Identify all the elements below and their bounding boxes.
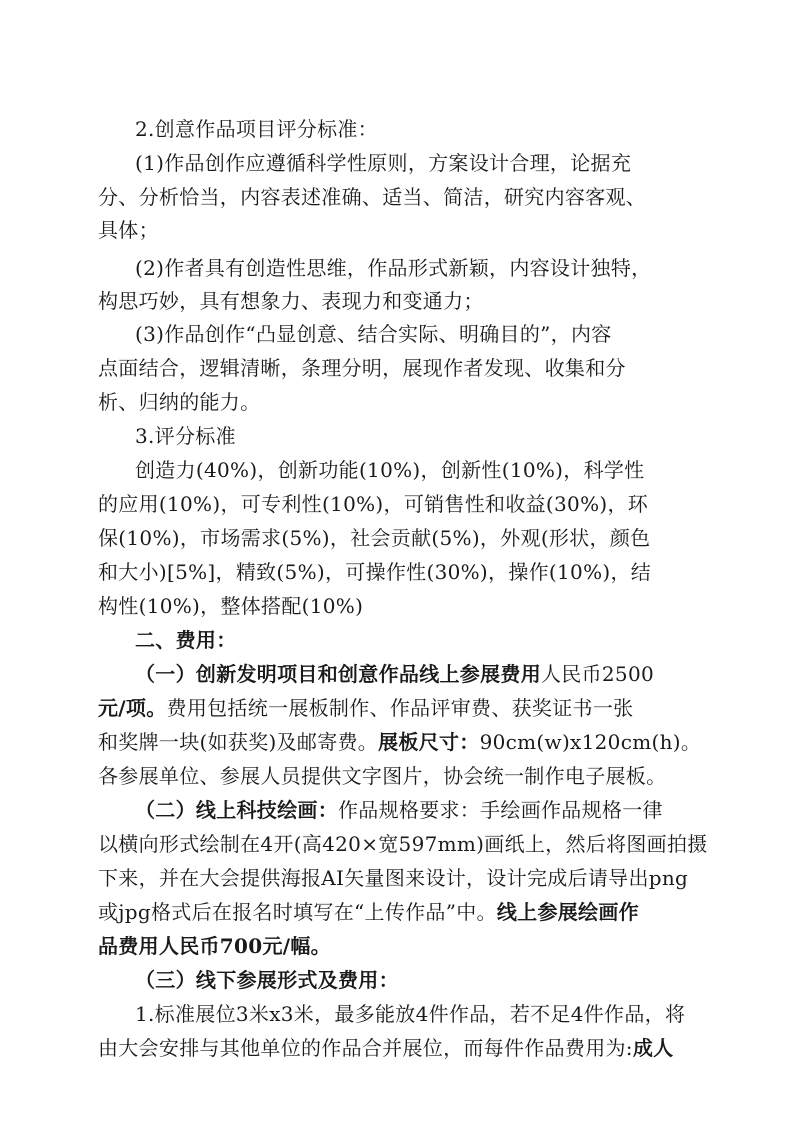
section-heading-offline: （三）线下参展形式及费用：: [135, 968, 399, 992]
section-heading-fees: 二、费用：: [135, 628, 237, 652]
fees-item-2-line: 下来，并在大会提供海报AI矢量图来设计，设计完成后请导出png: [98, 866, 689, 890]
criteria-item-3-line: (3)作品创作“凸显创意、结合实际、明确目的”，内容: [135, 322, 612, 346]
fees-item-2-line: 以横向形式绘制在4开(高420×宽597mm)画纸上，然后将图画拍摄: [98, 832, 708, 856]
fees-item-1-line: 各参展单位、参展人员提供文字图片，协会统一制作电子展板。: [98, 764, 667, 788]
criteria-item-3-line: 点面结合，逻辑清晰，条理分明，展现作者发现、收集和分: [98, 356, 626, 380]
criteria-item-1-line: (1)作品创作应遵循科学性原则，方案设计合理，论据充: [135, 151, 632, 175]
criteria-item-2-line: 构思巧妙，具有想象力、表现力和变通力；: [98, 289, 484, 313]
scoring-paragraph-line: 创造力(40%)，创新功能(10%)，创新性(10%)，科学性: [135, 458, 645, 482]
fees-item-1-line: 元/项。费用包括统一展板制作、作品评审费、获奖证书一张: [98, 696, 634, 720]
offline-paragraph-line: 由大会安排与其他单位的作品合并展位，而每件作品费用为:成人: [98, 1036, 674, 1060]
fees-item-1-amount: 人民币2500: [541, 662, 654, 686]
criteria-item-3-line: 析、归纳的能力。: [98, 390, 261, 414]
scoring-paragraph-line: 保(10%)，市场需求(5%)，社会贡献(5%)，外观(形状，颜色: [98, 526, 651, 550]
fees-item-2-line: 品费用人民币700元/幅。: [98, 934, 331, 958]
board-size-value: 90cm(w)x120cm(h)。: [479, 730, 702, 754]
scoring-paragraph-line: 和大小)[5%]，精致(5%)，可操作性(30%)，操作(10%)，结: [98, 560, 652, 584]
fees-item-2-line: 或jpg格式后在报名时填写在“上传作品”中。线上参展绘画作: [98, 900, 639, 924]
board-size-label: 展板尺寸：: [378, 730, 480, 754]
fees-item-1-bold: （一）创新发明项目和创意作品线上参展费用: [135, 662, 541, 686]
criteria-item-1-line: 具体；: [98, 218, 159, 242]
fees-item-2-line: （二）线上科技绘画：作品规格要求：手绘画作品规格一律: [135, 798, 663, 822]
fees-item-2-bold: （二）线上科技绘画：: [135, 798, 338, 822]
criteria-item-2-line: (2)作者具有创造性思维，作品形式新颖，内容设计独特，: [135, 256, 652, 280]
scoring-paragraph-line: 构性(10%)，整体搭配(10%): [98, 594, 364, 618]
fees-item-1-line: [135, 662, 654, 686]
scoring-paragraph-line: 的应用(10%)，可专利性(10%)，可销售性和收益(30%)，环: [98, 492, 649, 516]
fees-item-1-line: 和奖牌一块(如获奖)及邮寄费。展板尺寸：90cm(w)x120cm(h)。: [98, 730, 702, 754]
offline-paragraph-line: 1.标准展位3米x3米，最多能放4件作品，若不足4件作品，将: [135, 1002, 686, 1026]
criteria-item-1-line: 分、分析恰当，内容表述准确、适当、简洁，研究内容客观、: [98, 185, 647, 209]
section-heading-creative-criteria: 2.创意作品项目评分标准：: [135, 117, 378, 141]
section-heading-scoring: 3.评分标准: [135, 424, 236, 448]
